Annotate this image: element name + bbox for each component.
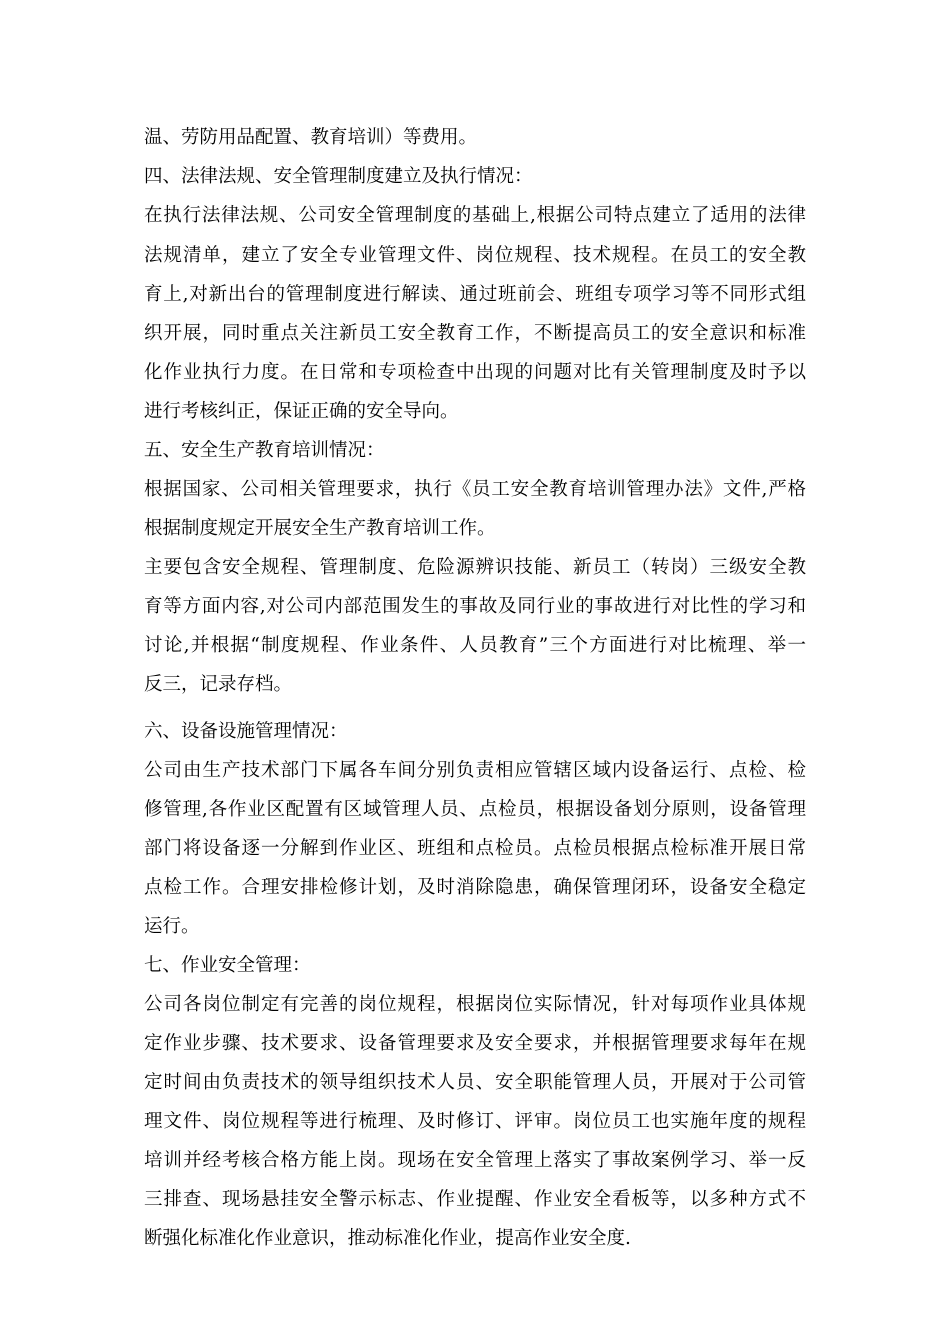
text-line: 断强化标准化作业意识，推动标准化作业，提高作业安全度. — [144, 1228, 631, 1249]
text-line: 法规清单，建立了安全专业管理文件、岗位规程、技术规程。在员工的安全教 — [144, 245, 806, 266]
text-line: 运行。 — [144, 916, 200, 937]
text-line: 根据制度规定开展安全生产教育培训工作。 — [144, 518, 496, 539]
text-line: 主要包含安全规程、管理制度、危险源辨识技能、新员工（转岗）三级安全教 — [144, 557, 806, 578]
text-line: 定作业步骤、技术要求、设备管理要求及安全要求，并根据管理要求每年在规 — [144, 1033, 806, 1054]
text-line: 修管理,各作业区配置有区域管理人员、点检员，根据设备划分原则，设备管理 — [144, 799, 806, 820]
text-line: 点检工作。合理安排检修计划，及时消除隐患，确保管理闭环，设备安全稳定 — [144, 877, 806, 898]
text-line: 三排查、现场悬挂安全警示标志、作业提醒、作业安全看板等，以多种方式不 — [144, 1189, 806, 1210]
text-line: 在执行法律法规、公司安全管理制度的基础上,根据公司特点建立了适用的法律 — [144, 205, 806, 226]
text-line: 反三，记录存档。 — [144, 674, 293, 695]
text-line: 温、劳防用品配置、教育培训）等费用。 — [144, 127, 478, 148]
section-heading-5: 五、安全生产教育培训情况： — [144, 440, 385, 461]
text-line: 理文件、岗位规程等进行梳理、及时修订、评审。岗位员工也实施年度的规程 — [144, 1111, 806, 1132]
text-line: 讨论,并根据“制度规程、作业条件、人员教育”三个方面进行对比梳理、举一 — [144, 635, 806, 656]
text-line: 化作业执行力度。在日常和专项检查中出现的问题对比有关管理制度及时予以 — [144, 362, 806, 383]
text-line: 公司由生产技术部门下属各车间分别负责相应管辖区域内设备运行、点检、检 — [144, 760, 806, 781]
text-line: 公司各岗位制定有完善的岗位规程，根据岗位实际情况，针对每项作业具体规 — [144, 994, 806, 1015]
text-line: 培训并经考核合格方能上岗。现场在安全管理上落实了事故案例学习、举一反 — [144, 1150, 806, 1171]
section-heading-6: 六、设备设施管理情况： — [144, 721, 348, 742]
text-line: 育上,对新出台的管理制度进行解读、通过班前会、班组专项学习等不同形式组 — [144, 284, 806, 305]
text-line: 织开展，同时重点关注新员工安全教育工作，不断提高员工的安全意识和标准 — [144, 323, 806, 344]
text-line: 育等方面内容,对公司内部范围发生的事故及同行业的事故进行对比性的学习和 — [144, 596, 806, 617]
text-line: 部门将设备逐一分解到作业区、班组和点检员。点检员根据点检标准开展日常 — [144, 838, 806, 859]
section-heading-4: 四、法律法规、安全管理制度建立及执行情况： — [144, 166, 533, 187]
text-line: 进行考核纠正，保证正确的安全导向。 — [144, 401, 459, 422]
text-line: 根据国家、公司相关管理要求，执行《员工安全教育培训管理办法》文件,严格 — [144, 479, 806, 500]
text-line: 定时间由负责技术的领导组织技术人员、安全职能管理人员，开展对于公司管 — [144, 1072, 806, 1093]
section-heading-7: 七、作业安全管理： — [144, 955, 311, 976]
